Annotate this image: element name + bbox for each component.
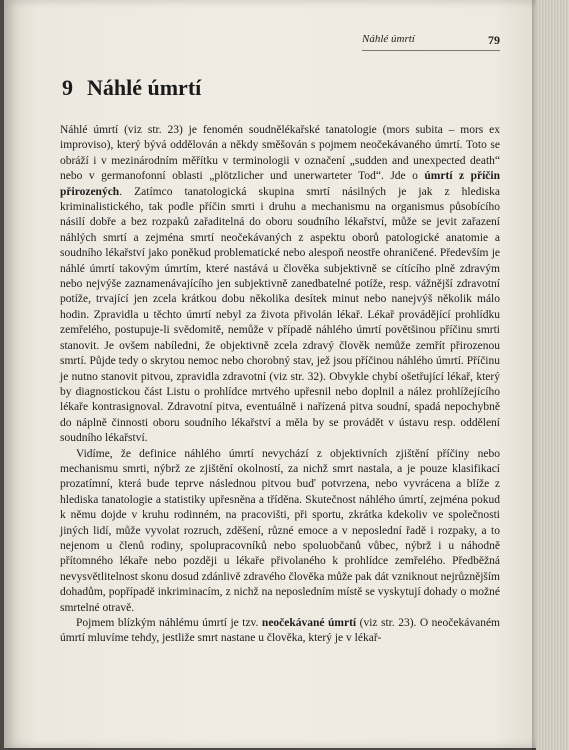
- running-head: [362, 33, 500, 49]
- running-head-rule: [362, 50, 500, 51]
- page-number: 79: [488, 33, 500, 47]
- paragraph: Pojmem blízkým náhlému úmrtí je tzv. neočekávané úmrtí (viz str. 23). O neočekávaném úmrtí mluvíme tehdy, jestliže smrt nastane u člověka, který je v lékař-: [60, 617, 500, 645]
- body-text: [60, 123, 500, 647]
- running-head-title: Náhlé úmrtí: [362, 33, 415, 45]
- chapter-heading: [62, 75, 201, 101]
- chapter-title: Náhlé úmrtí: [87, 75, 202, 100]
- bold-term: neočekávané úmrtí: [261, 617, 357, 629]
- book-page: [4, 0, 536, 748]
- paragraph: Vidíme, že definice náhlého úmrtí nevychází z objektivních zjištění příčiny nebo mechanismu smrti, nýbrž ze zjištění okolností, za nichž smrt nastala, a je pouze klasifikací prozatímní, která bude teprve následnou pitvou buď potvrzena, nebo vyvrácena a blíže z hlediska tanatologie a statistiky upřesněna a tříděna. Skutečnost náhlého úmrtí, zejména pokud k němu dojde v kruhu rodinném, na pracovišti, při sportu, zkrátka kdekoliv ve společnosti jiných lidí, může vyvolat rozruch, zděšení, různé emoce a v neposlední řadě i rozpaky, a to nejenom u členů rodiny, spolupracovníků nebo spoluobčanů vůbec, nýbrž i u náhodně přítomného lékaře nebo později u lékaře přivolaného k prohlídce zemřelého. Předběžná nevysvětlitelnost skonu dosud zdánlivě zdravého člověka může pak dát vzniknout nejrůznějším dohadům, popřípadě inkriminacím, z nichž na neposledním místě se vyskytují dohady o možné smrtelné otravě.: [60, 447, 500, 614]
- paragraph: Náhlé úmrtí (viz str. 23) je fenomén soudnělékařské tanatologie (mors subita – mors ex improviso), který bývá oddělován a někdy směšován s pojmem neočekávaného úmrtí. Toto se obráží i v mezinárodním měřítku v terminologii v označení „sudden and unexpected death“ nebo v germanofonní oblasti „plötzlicher und unerwarteter Tod“. Jde o úmrtí z příčin přirozených. Zatímco tanatologická skupina smrtí násilných je jak z hlediska kriminalistického, tak podle příčin smrti i druhu a mechanismu na organismus působícího násilí dobře a bez rozpaků zařaditelná do oboru soudního lékařství, může se jevit zařazení náhlých smrtí a zejména smrtí neočekávaných z aspektu oborů patologické anatomie a soudního lékařství jako poněkud problematické nebo alespoň neostře ohraničené. Především je náhlé úmrtí takovým úmrtím, které nastává u člověka subjektivně se cítícího plně zdravým nebo nejvýše zaznamenávajícího jen subjektivně zanedbatelné potíže, resp. vážnější zdravotní potíže, trvající jen zcela krátkou dobu několika desítek minut nebo nanejvýš několik málo hodin. Zpravidla u těchto úmrtí nebyl za života přivolán lékař. Lékař provádějící prohlídku zemřelého, postupuje-li svědomitě, nemůže v případě náhlého úmrtí povětšinou příčinu smrti stanovit. Je ovšem nabíledni, že objektivně zcela zdravý člověk nemůže zemřít přirozenou smrtí. Půjde tedy o skrytou nemoc nebo chorobný stav, jež jsou příčinou náhlého úmrtí. Příčinu je nutno stanovit pitvou, zpravidla zdravotní (viz str. 32). Obvykle chybí ošetřující lékař, který by diagnostickou část Listu o prohlídce mrtvého upřesnil nebo doplnil a nález prohlížejícího lékaře kontrasignoval. Zdravotní pitva, eventuálně i nařízená pitva soudní, spadá nepochybně do náplně činnosti oboru soudního lékařství a měla by se provádět v ústavu resp. oddělení soudního lékařství.: [60, 124, 500, 445]
- chapter-number: 9: [62, 75, 73, 100]
- bold-term: úmrtí z příčin přirozených: [60, 170, 500, 198]
- page-stack-edge: [536, 0, 569, 750]
